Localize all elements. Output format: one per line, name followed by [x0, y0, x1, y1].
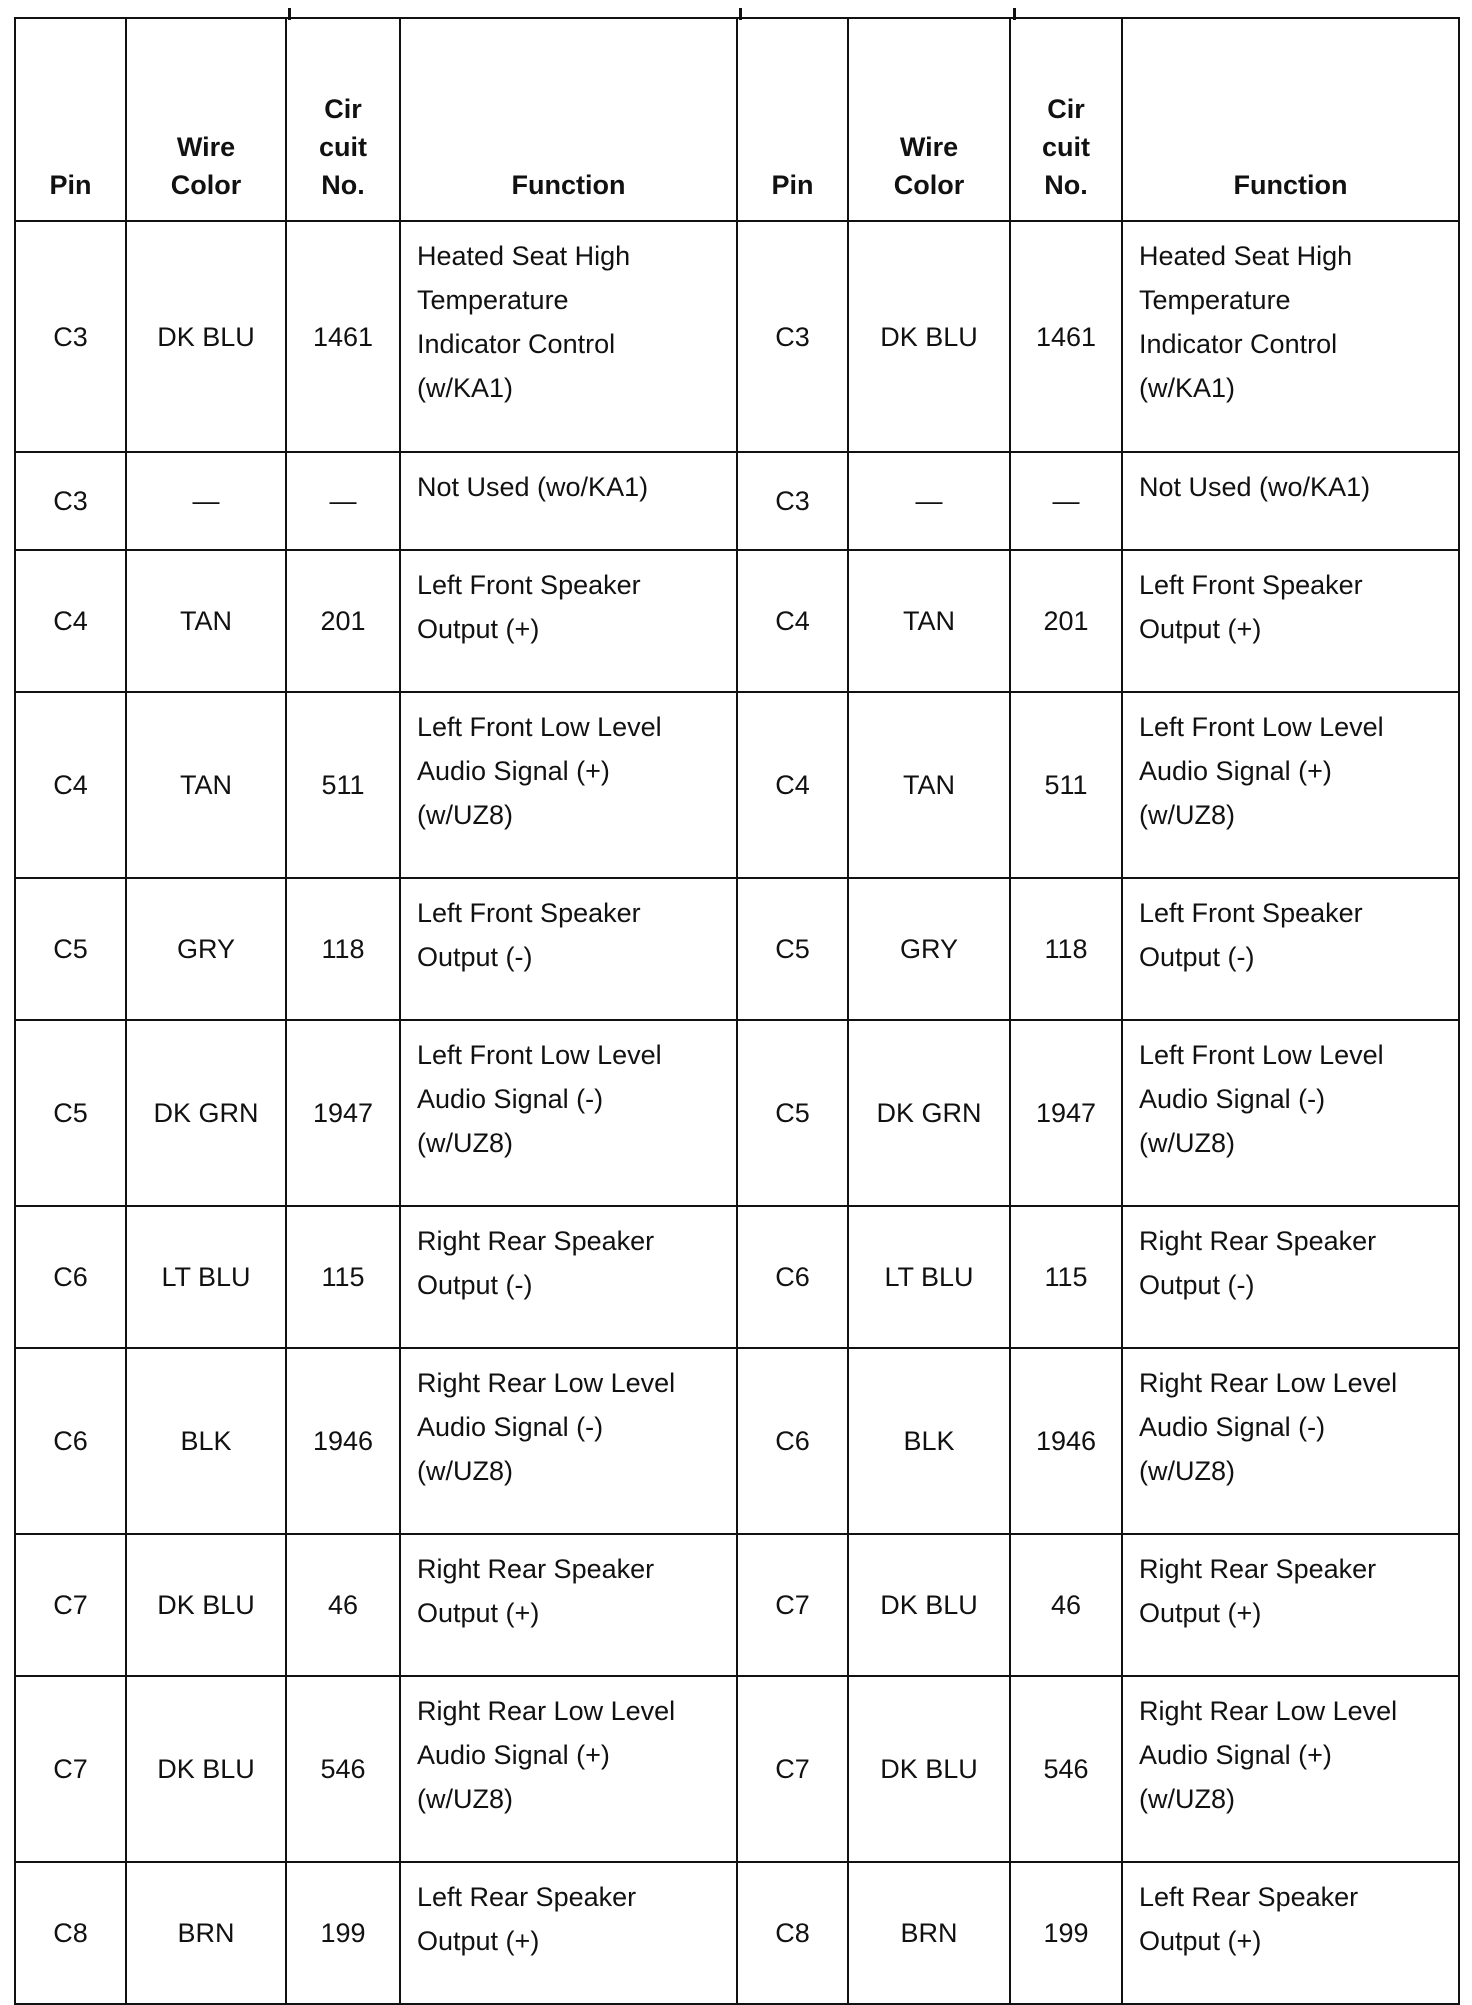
- function-cell-line: Audio Signal (-): [417, 1412, 604, 1442]
- function-cell-line: Audio Signal (-): [1139, 1084, 1326, 1114]
- pin-cell: C3: [15, 452, 126, 550]
- wire-color-cell: DK BLU: [126, 1534, 286, 1676]
- header-circuit-no-line: Cir: [324, 94, 362, 124]
- pin-cell: C5: [15, 878, 126, 1020]
- wire-color-cell: BLK: [848, 1348, 1010, 1534]
- table-row: [15, 878, 1459, 1020]
- function-cell-line: Left Front Speaker: [1139, 570, 1363, 600]
- wire-color-cell: TAN: [126, 550, 286, 692]
- function-cell-line: Right Rear Low Level: [417, 1696, 676, 1726]
- header-row: [15, 18, 1459, 221]
- circuit-cell: 201: [1010, 550, 1122, 692]
- header-wire-color-line: Color: [170, 170, 242, 200]
- circuit-cell: —: [1010, 452, 1122, 550]
- circuit-cell: —: [286, 452, 400, 550]
- pin-cell: C7: [15, 1534, 126, 1676]
- wire-color-cell: DK GRN: [848, 1020, 1010, 1206]
- pin-cell: C4: [15, 550, 126, 692]
- circuit-cell: 1946: [286, 1348, 400, 1534]
- wire-color-cell: DK BLU: [126, 221, 286, 452]
- function-cell-line: Left Front Speaker: [417, 570, 641, 600]
- function-cell-line: (w/UZ8): [1139, 1128, 1235, 1158]
- circuit-cell: 46: [1010, 1534, 1122, 1676]
- function-cell-line: Output (-): [417, 942, 533, 972]
- circuit-cell: 1461: [286, 221, 400, 452]
- function-cell-line: Right Rear Speaker: [1139, 1554, 1377, 1584]
- function-cell-line: Right Rear Speaker: [417, 1226, 655, 1256]
- pin-cell: C6: [737, 1348, 848, 1534]
- function-cell-line: Temperature: [417, 285, 569, 315]
- circuit-cell: 511: [1010, 692, 1122, 878]
- header-wire-color-line: Wire: [899, 132, 959, 162]
- function-cell-line: Left Front Low Level: [417, 712, 662, 742]
- header-circuit-no: [286, 18, 400, 221]
- function-cell-line: Audio Signal (+): [417, 756, 610, 786]
- wire-color-cell: BRN: [848, 1862, 1010, 2004]
- header-function: [1122, 18, 1459, 221]
- function-cell: [1122, 1020, 1459, 1206]
- function-cell-line: Not Used (wo/KA1): [417, 472, 649, 502]
- function-cell-line: Indicator Control: [1139, 329, 1338, 359]
- circuit-cell: 46: [286, 1534, 400, 1676]
- table-row: [15, 1676, 1459, 1862]
- function-cell-line: Output (+): [1139, 614, 1262, 644]
- function-cell-line: Heated Seat High: [417, 241, 631, 271]
- function-cell: [400, 1676, 737, 1862]
- function-cell-line: Left Front Speaker: [417, 898, 641, 928]
- wire-color-cell: DK BLU: [848, 1534, 1010, 1676]
- header-pin: [15, 18, 126, 221]
- function-cell-line: Right Rear Speaker: [417, 1554, 655, 1584]
- header-circuit-no: [1010, 18, 1122, 221]
- pin-cell: C6: [737, 1206, 848, 1348]
- function-cell-line: (w/UZ8): [1139, 1784, 1235, 1814]
- function-cell-line: Left Front Low Level: [1139, 1040, 1384, 1070]
- function-cell: [1122, 1862, 1459, 2004]
- function-cell: [400, 452, 737, 550]
- function-cell-line: Output (-): [417, 1270, 533, 1300]
- table-row: [15, 1206, 1459, 1348]
- pin-cell: C7: [737, 1534, 848, 1676]
- function-cell: [400, 1206, 737, 1348]
- function-cell: [400, 221, 737, 452]
- circuit-cell: 1461: [1010, 221, 1122, 452]
- function-cell: [400, 1862, 737, 2004]
- function-cell-line: (w/KA1): [1139, 373, 1236, 403]
- header-pin: [737, 18, 848, 221]
- pin-cell: C5: [737, 1020, 848, 1206]
- function-cell-line: Heated Seat High: [1139, 241, 1353, 271]
- header-function-line: Function: [1233, 170, 1348, 200]
- header-circuit-no-line: Cir: [1047, 94, 1085, 124]
- pin-cell: C4: [15, 692, 126, 878]
- header-pin-line: Pin: [49, 170, 92, 200]
- header-circuit-no-line: cuit: [1041, 132, 1090, 162]
- table-row: [15, 692, 1459, 878]
- function-cell: [1122, 1676, 1459, 1862]
- circuit-cell: 1946: [1010, 1348, 1122, 1534]
- function-cell-line: (w/UZ8): [417, 1456, 513, 1486]
- function-cell-line: Output (+): [417, 614, 540, 644]
- function-cell-line: Output (+): [417, 1598, 540, 1628]
- table-row: [15, 1534, 1459, 1676]
- function-cell-line: Right Rear Low Level: [1139, 1368, 1398, 1398]
- pin-cell: C4: [737, 550, 848, 692]
- connector-pinout-table: [14, 17, 1460, 2005]
- circuit-cell: 546: [286, 1676, 400, 1862]
- function-cell: [1122, 221, 1459, 452]
- header-wire-color: [848, 18, 1010, 221]
- function-cell: [1122, 1206, 1459, 1348]
- function-cell-line: (w/UZ8): [417, 1128, 513, 1158]
- header-circuit-no-line: cuit: [318, 132, 367, 162]
- function-cell-line: Left Rear Speaker: [1139, 1882, 1359, 1912]
- function-cell-line: Left Front Speaker: [1139, 898, 1363, 928]
- pin-cell: C7: [15, 1676, 126, 1862]
- function-cell: [1122, 1348, 1459, 1534]
- function-cell-line: Audio Signal (+): [417, 1740, 610, 1770]
- function-cell-line: (w/UZ8): [1139, 1456, 1235, 1486]
- function-cell-line: (w/KA1): [417, 373, 514, 403]
- header-wire-color: [126, 18, 286, 221]
- function-cell-line: Output (+): [1139, 1926, 1262, 1956]
- function-cell: [400, 878, 737, 1020]
- function-cell-line: Output (+): [1139, 1598, 1262, 1628]
- function-cell-line: (w/UZ8): [1139, 800, 1235, 830]
- wire-color-cell: GRY: [848, 878, 1010, 1020]
- circuit-cell: 199: [1010, 1862, 1122, 2004]
- function-cell-line: Audio Signal (+): [1139, 1740, 1332, 1770]
- table-row: [15, 221, 1459, 452]
- circuit-cell: 199: [286, 1862, 400, 2004]
- wire-color-cell: GRY: [126, 878, 286, 1020]
- function-cell-line: Not Used (wo/KA1): [1139, 472, 1371, 502]
- wire-color-cell: —: [126, 452, 286, 550]
- pin-cell: C6: [15, 1206, 126, 1348]
- function-cell: [1122, 1534, 1459, 1676]
- pin-cell: C5: [737, 878, 848, 1020]
- table-row: [15, 550, 1459, 692]
- function-cell: [1122, 452, 1459, 550]
- function-cell-line: Output (-): [1139, 942, 1255, 972]
- circuit-cell: 115: [1010, 1206, 1122, 1348]
- wire-color-cell: TAN: [848, 550, 1010, 692]
- table-row: [15, 1348, 1459, 1534]
- function-cell-line: Left Rear Speaker: [417, 1882, 637, 1912]
- function-cell-line: Indicator Control: [417, 329, 616, 359]
- wire-color-cell: TAN: [848, 692, 1010, 878]
- pin-cell: C8: [737, 1862, 848, 2004]
- function-cell: [1122, 878, 1459, 1020]
- header-wire-color-line: Wire: [176, 132, 236, 162]
- function-cell: [400, 550, 737, 692]
- function-cell: [400, 692, 737, 878]
- header-circuit-no-line: No.: [321, 170, 365, 200]
- function-cell: [1122, 550, 1459, 692]
- pin-cell: C7: [737, 1676, 848, 1862]
- wire-color-cell: DK BLU: [126, 1676, 286, 1862]
- pin-cell: C3: [15, 221, 126, 452]
- function-cell-line: Output (+): [417, 1926, 540, 1956]
- function-cell-line: Output (-): [1139, 1270, 1255, 1300]
- pin-cell: C5: [15, 1020, 126, 1206]
- wire-color-cell: DK GRN: [126, 1020, 286, 1206]
- wire-color-cell: LT BLU: [848, 1206, 1010, 1348]
- table-row: [15, 1862, 1459, 2004]
- circuit-cell: 511: [286, 692, 400, 878]
- circuit-cell: 118: [1010, 878, 1122, 1020]
- header-wire-color-line: Color: [893, 170, 965, 200]
- function-cell: [1122, 692, 1459, 878]
- circuit-cell: 546: [1010, 1676, 1122, 1862]
- function-cell-line: Right Rear Low Level: [417, 1368, 676, 1398]
- function-cell-line: Right Rear Low Level: [1139, 1696, 1398, 1726]
- pin-cell: C6: [15, 1348, 126, 1534]
- pin-cell: C4: [737, 692, 848, 878]
- function-cell-line: Audio Signal (+): [1139, 756, 1332, 786]
- table-row: [15, 1020, 1459, 1206]
- circuit-cell: 118: [286, 878, 400, 1020]
- pin-cell: C3: [737, 221, 848, 452]
- table-row: [15, 452, 1459, 550]
- function-cell-line: (w/UZ8): [417, 1784, 513, 1814]
- function-cell-line: Right Rear Speaker: [1139, 1226, 1377, 1256]
- circuit-cell: 115: [286, 1206, 400, 1348]
- pin-cell: C8: [15, 1862, 126, 2004]
- circuit-cell: 1947: [286, 1020, 400, 1206]
- wire-color-cell: BLK: [126, 1348, 286, 1534]
- function-cell: [400, 1348, 737, 1534]
- wire-color-cell: TAN: [126, 692, 286, 878]
- wire-color-cell: BRN: [126, 1862, 286, 2004]
- function-cell-line: Audio Signal (-): [417, 1084, 604, 1114]
- circuit-cell: 1947: [1010, 1020, 1122, 1206]
- function-cell: [400, 1020, 737, 1206]
- header-function: [400, 18, 737, 221]
- function-cell: [400, 1534, 737, 1676]
- function-cell-line: Temperature: [1139, 285, 1291, 315]
- circuit-cell: 201: [286, 550, 400, 692]
- wire-color-cell: —: [848, 452, 1010, 550]
- header-circuit-no-line: No.: [1044, 170, 1088, 200]
- wire-color-cell: DK BLU: [848, 1676, 1010, 1862]
- function-cell-line: (w/UZ8): [417, 800, 513, 830]
- wire-color-cell: LT BLU: [126, 1206, 286, 1348]
- wire-color-cell: DK BLU: [848, 221, 1010, 452]
- pin-cell: C3: [737, 452, 848, 550]
- table-body: [15, 221, 1459, 2004]
- header-function-line: Function: [511, 170, 626, 200]
- header-pin-line: Pin: [771, 170, 814, 200]
- function-cell-line: Audio Signal (-): [1139, 1412, 1326, 1442]
- function-cell-line: Left Front Low Level: [417, 1040, 662, 1070]
- function-cell-line: Left Front Low Level: [1139, 712, 1384, 742]
